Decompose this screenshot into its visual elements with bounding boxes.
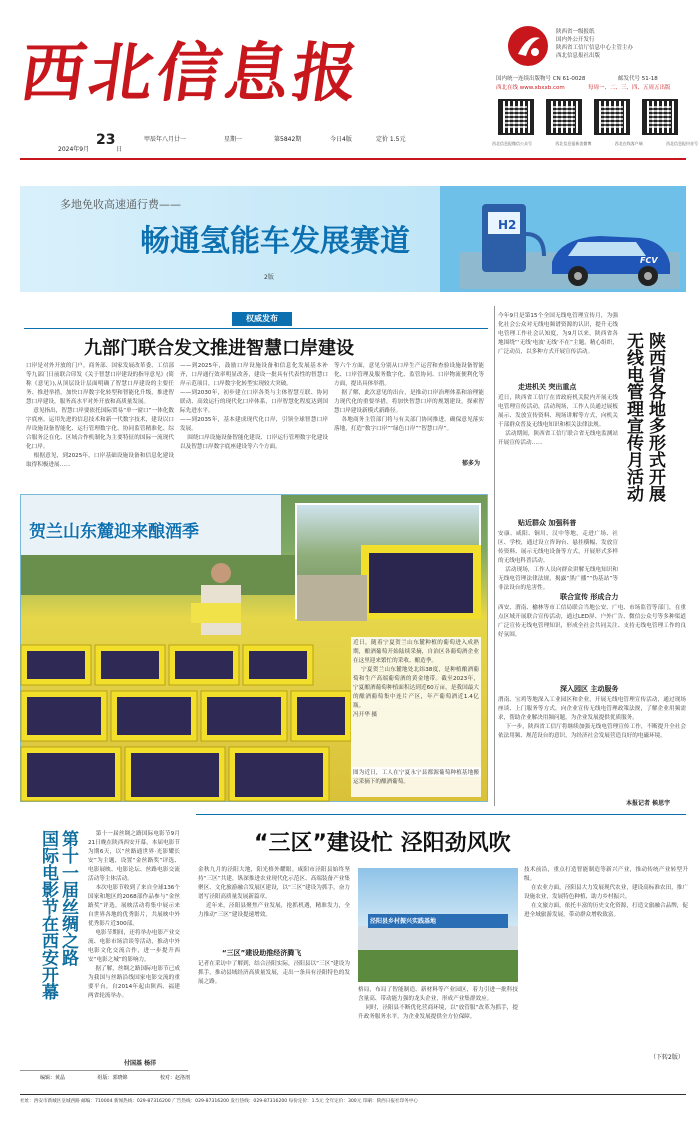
price: 定价 1.5元 [376, 136, 406, 143]
frequency: 每周一、二、三、四、五周五出版 [588, 85, 671, 91]
grape-crate-closeup [297, 505, 483, 621]
weekday: 星期一 [224, 136, 243, 143]
layout-editor-name: 组版：郭晓锦 [97, 1075, 128, 1081]
radio-section-heading: 深入园区 主动服务 [560, 685, 619, 693]
fuel-station-illustration [460, 194, 680, 289]
h2-label: H2 [498, 218, 517, 232]
date-day-label: 日 [116, 146, 123, 153]
emblem-swoosh-icon [508, 26, 548, 66]
radio-intro: 今年9月是第15个全国无线电管理宣传月，为强化社会公众对无线电频谱资源的认识，提升无线电管理工作社会认知度，为9月以来，陕西省各地围绕“‘无线’电波‘无线’不在”主题，精心组织，广泛动员，以多种方式开展宣传活动。 [498, 313, 618, 355]
qr-label: 西北信息报抖音号 [665, 141, 698, 146]
radio-title-line: 陕西省各地多形式开展 [645, 332, 665, 502]
sanqu-col1: 金秋九月的泾阳大地，阳光格外耀眼。咸阳市泾阳县始终坚持“三区”共建，纵深推进农业现代化示范区、高端装备产业集聚区、文化旅游融合发展区建设，以“三区”建设为抓手，奋力谱写泾阳高质量发展新篇章。 近年来，泾阳县聚焦产业发展，抢抓机遇，精准发力，全力推动“三区”建设提速增效。 [198, 867, 350, 918]
radio-section-body: 西安、渭南、榆林等市工信局联合当地公安、广电、市场监管等部门，在重点区域开展联合宣传活动，通过LED屏、户外广告、微信公众号等多种渠道广泛宣传无线电管理知识，形成全社会共同关注、支持无线电管理工作的良好氛围。 [498, 605, 686, 638]
sanqu-col3: 技术前沿，重点打造智能制造等新兴产业，推动传统产业转型升级。 在农业方面，泾阳县大力发展现代农业，建设高标准农田，推广设施农业，发展特色种植，助力乡村振兴。 在文旅方面，依托丰富的历史文化资源，打造文旅融合品牌，促进全域旅游发展，带动群众增收致富。 [524, 867, 688, 918]
authority-rule [24, 328, 488, 329]
qr-code-douyin [642, 99, 678, 135]
newspaper-logo: 西北信息报 [15, 36, 367, 111]
info-line: 国内外公开发行 [556, 37, 595, 43]
wine-caption-2: 图为近日，工人在宁夏永宁县都源葡萄种植基地搬运采摘下的酿酒葡萄。 [351, 767, 481, 797]
wine-title: 贺兰山东麓迎来酿酒季 [29, 522, 199, 542]
radio-section-body: 近日，陕西省工信厅在省政府机关院内开展无线电管理宣传活动，活动现场，工作人员通过展板展示、发放宣传资料、现场讲解等方式，向机关干部群众普及无线电知识和相关法律法规。 活动期间，陕西省工信厅联合省无线电监测站开展宣传活动…… [498, 395, 618, 446]
masthead-info [556, 28, 696, 60]
sanqu-subhead: “三区”建设助推经济腾飞 [222, 949, 302, 957]
footer-rule [20, 1094, 686, 1095]
qr-label: 西北在线客户端 [614, 141, 643, 146]
base-building-drawing [358, 868, 518, 982]
emblem-icon [508, 26, 548, 66]
film-rule [20, 1070, 188, 1071]
radio-section-heading: 贴近群众 加强科普 [518, 519, 577, 527]
sanqu-base-photo [358, 868, 518, 982]
authority-author: 郁多为 [462, 460, 481, 467]
editor-name: 编辑：黄晶 [40, 1075, 66, 1081]
qr-code-weibo [546, 99, 582, 135]
qr-code-app [594, 99, 630, 135]
authority-headline: 九部门联合发文推进智慧口岸建设 [84, 338, 354, 359]
banner-page-ref: 2版 [264, 274, 274, 281]
info-line: 陕西省工信厅信息中心主管主办 [556, 45, 634, 51]
wine-caption: 近日，随着宁夏贺兰山东麓种植的葡萄进入成熟期，酿酒葡萄开始陆续采摘，自治区各葡萄酒企业在这里迎来繁忙的采收、酿造季。 宁夏贺兰山东麓地处北纬38度，是种植酿酒葡萄和生产高端葡萄酒的黄金地带。截至2023年，宁夏酿酒葡萄种植面积达到近60万亩，是我国最大的酿酒葡萄集中连片产区，年产葡萄酒近1.4亿瓶。 冯开华 摄 [351, 637, 481, 777]
cn-number: 国内统一连续出版物号 CN 61-0028 [496, 76, 586, 82]
info-line: 西北信息报社出版 [556, 53, 601, 59]
authority-col1: 口岸是对外开放的门户。商务部、国家发展改革委、工信部等九部门日前联合印发《关于智慧口岸建设的指导意见》(简称《意见》),从顶层设计层面明确了智慧口岸建设的主要任务、推进举措，加快口岸数字化转型和智能化升级，推进智慧口岸建设，服务高水平对外开放和高质量发展。 意见指出，智慧口岸要依托国际贸易“单一窗口”一体化数字底座，运用先进的信息技术和新一代数字技术，建设以口岸设施设备智能化、运行管理数字化、协同监管精准化、综合服务泛在化、区域合作机制化为主要特征的国际一流现代化口岸。 根据意见，到2025年，口岸基础设施设备和信息化建设取得积极进展…… [26, 363, 174, 468]
film-vertical-title [38, 830, 78, 1030]
film-title-line: 国际电影节在西安开幕 [38, 830, 58, 1000]
radio-title-line: 无线电管理宣传月活动 [623, 332, 643, 502]
film-author: 付国基 杨洋 [124, 1060, 157, 1067]
wine-feature [20, 494, 488, 802]
banner-kicker: 多地免收高速通行费—— [60, 198, 181, 211]
issue-number: 第5842期 [274, 136, 302, 143]
qr-label: 西北信息报新浪微博 [555, 141, 592, 146]
base-sign: 泾阳县乡村振兴实践基地 [370, 918, 437, 925]
authority-col2: ——到2025年，鼓励口岸设施设备和信息化发展基本补齐，口岸通行效率明显改善，建设一批具有代表性的智慧口岸示范项目，口岸数字化转型实现较大突破。 ——到2030年，初步建立口岸各类与主体智慧互联、协同联动、高效运行的现代化口岸体系，口岸智慧化程度达到国际先进水平。 ——到2035年，基本建成现代化口岸，引领全球智慧口岸发展。 围绕口岸设施设备智能化建设、口岸运行管理数字化建设以及智慧口岸数字底座建设等六个方面。 [180, 363, 328, 450]
proofreader-name: 校对：赵洛剖 [159, 1075, 190, 1081]
grape-inset-photo [295, 503, 481, 619]
radio-section-body: 渭南、宝鸡等地深入工业园区和企业，开展无线电管理宣传活动，通过现场座谈、上门服务等方式，向企业宣传无线电管理政策法规，了解企业用频需求，帮助企业解决用频问题，为企业发展提供优质服务。 下一步，陕西省工信厅将继续加强无线电管理宣传工作，不断提升全社会依法用频、规范设台的意识，为经济社会发展营造良好的电磁环境。 [498, 697, 686, 739]
radio-vertical-title [622, 332, 666, 552]
mail-code: 邮发代号 51-18 [618, 76, 658, 82]
radio-author: 本报记者 候思宇 [626, 800, 671, 807]
qr-code-wechat [498, 99, 534, 135]
date-month: 2024年9月 [58, 146, 90, 153]
radio-section-body: 安康、咸阳、铜川、汉中等地，走进广场、社区、学校，通过设立咨询台、悬挂横幅、发放宣传资料、展示无线电设备等方式，开展形式多样的无线电科普活动。 活动现场，工作人员向群众讲解无线电知识和无线电管理法律法规，揭露“黑广播”“伪基站”等非法设台的危害性。 [498, 531, 618, 591]
info-line: 陕西省一级报纸 [556, 29, 595, 35]
lunar-date: 甲辰年八月廿一 [144, 136, 187, 143]
authority-tag: 权威发布 [232, 312, 292, 326]
authority-col3: 等六个方面，意见分别从口岸生产运营和查验设施设备智能化、口岸管理及服务数字化、监管协同、口岸物流便利化等方面，提出具体举措。 据了解，此次意见的出台，是推动口岸治理体系和治理能力现代化的重要举措，将加快智慧口岸的规划建设，探索智慧口岸建设新模式新路径。 各地商务主管部门将与有关部门协同推进，确保意见落实落地，打造“数字口岸”“绿色口岸”“智慧口岸”。 [334, 363, 484, 432]
sanqu-rule [196, 814, 686, 815]
qr-label: 西北信息报微信公众号 [492, 141, 532, 146]
footer-info: 社址：西安市新城区皇城西路 邮编：710004 新闻热线：029-87316200 广告热线：029-87316200 发行热线：029-87316200 每份定价：1.5元 全年定价：300元 印刷：陕西日报社印务中心 [20, 1099, 418, 1104]
dateline [20, 132, 488, 160]
hydrogen-banner[interactable] [20, 186, 686, 292]
sanqu-headline: “三区”建设忙 泾阳劲风吹 [254, 831, 511, 856]
website-link[interactable]: 西北在线 www.xbxxb.com [496, 85, 565, 91]
date-day: 23 [96, 132, 116, 148]
sanqu-col1b: 记者在采访中了解到，结合泾阳实际，泾阳县以“三区”建设为抓手，推动县域经济高质量发展，走出一条具有泾阳特色的发展之路。 [198, 961, 350, 985]
masthead-divider [20, 158, 686, 160]
continued-note: （下转2版） [650, 1054, 684, 1061]
page-count: 今日4版 [330, 136, 352, 143]
editor-credits [40, 1074, 190, 1081]
radio-section-heading: 联合宣传 形成合力 [560, 593, 619, 601]
fcv-label: FCV [640, 256, 658, 265]
film-title-line: 第十一届丝绸之路 [58, 830, 78, 966]
sanqu-col2: 格局，布局了智能制造、新材料等产业园区，着力引进一批科技含量高、带动能力强的龙头企业，形成产业集群效应。 同时，泾阳县不断优化营商环境，以“放管服”改革为抓手，提升政务服务水平，为企业发展提供全方位保障。 [358, 987, 518, 1020]
radio-section-heading: 走进机关 突出重点 [518, 383, 577, 391]
qr-labels [492, 141, 698, 147]
column-divider [494, 306, 495, 806]
banner-title: 畅通氢能车发展赛道 [140, 224, 410, 259]
film-body: 第十一届丝绸之路国际电影节9月21日晚在陕西西安开幕，本届电影节为期6天，以“丝路通世界·光影耀长安”为主题，设置“金丝路奖”评选、电影展映、电影论坛、丝路电影交流活动等主体活动。 本次电影节收到了来自全球136个国家和地区的2068部作品参与“金丝路奖”评选。展映活动将集中展示来自世界各地的优秀影片，共展映中外优秀影片近300部。 电影节期间，还将举办电影产业交流、电影市场洽谈等活动，推动中外电影文化交流合作，进一步提升西安“电影之城”的影响力。 据了解，丝绸之路国际电影节已成为我国与丝路沿线国家电影交流的重要平台，自2014年起由陕西、福建两省轮流举办。 [88, 831, 180, 999]
